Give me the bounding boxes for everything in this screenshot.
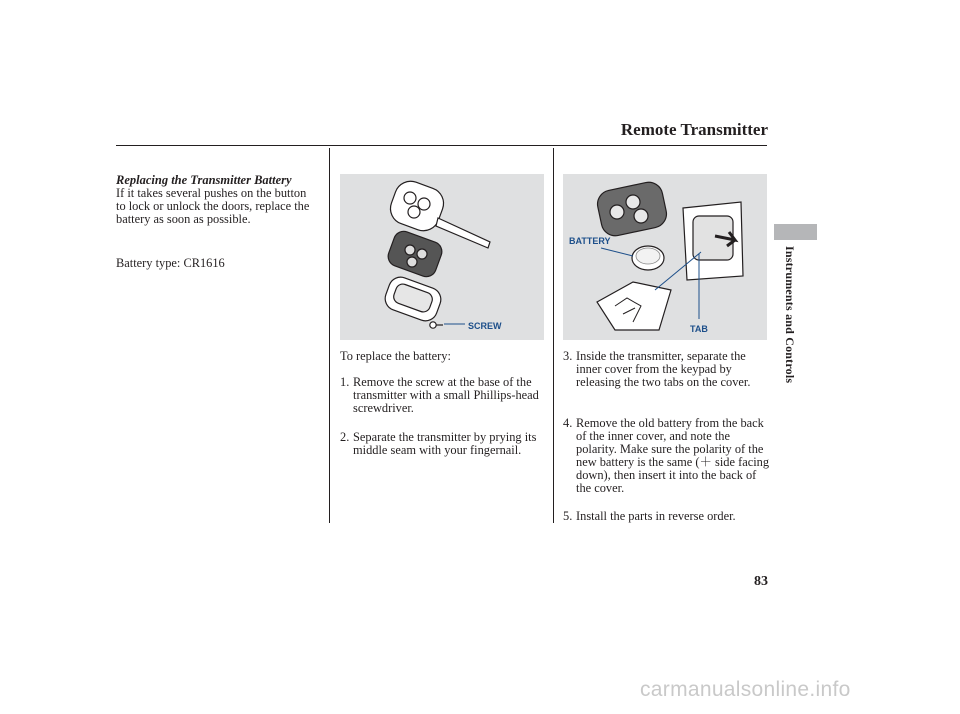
tab-callout: TAB	[690, 324, 708, 334]
step-number: 2.	[340, 430, 350, 444]
step-number: 1.	[340, 375, 350, 389]
sidebar-section-label	[783, 246, 797, 384]
sidebar-section-label-text: Instruments and Controls	[783, 246, 797, 384]
step-text: Remove the screw at the base of the transmitter with a small Phillips-head screwdriver.	[353, 375, 539, 415]
column-divider-right	[553, 148, 554, 523]
header-rule	[116, 145, 767, 146]
page-number: 83	[754, 574, 768, 589]
page-title: Remote Transmitter	[620, 120, 768, 139]
battery-callout: BATTERY	[569, 236, 611, 246]
intro-paragraph: If it takes several pushes on the button to lock or unlock the doors, replace the battery as soon as possible.	[116, 186, 310, 226]
step-text: Remove the old battery from the back of the inner cover, and note the polarity. Make sure the polarity of the new battery is the same (＋ side facing down), then insert it into the back of the cover.	[576, 416, 770, 495]
battery-type: Battery type: CR1616	[116, 256, 225, 270]
section-tab-marker	[774, 224, 817, 240]
procedure-intro: To replace the battery:	[340, 349, 451, 363]
column-divider-left	[329, 148, 330, 523]
step-text: Separate the transmitter by prying its middle seam with your fingernail.	[353, 430, 537, 457]
section-heading: Replacing the Transmitter Battery	[116, 173, 292, 187]
figure-battery-replacement	[563, 174, 767, 340]
figure-transmitter-exploded	[340, 174, 544, 340]
screw-callout: SCREW	[468, 321, 502, 331]
step-number: 5.	[563, 509, 573, 523]
step-text: Install the parts in reverse order.	[576, 509, 736, 523]
watermark: carmanualsonline.info	[640, 678, 851, 701]
step-text: Inside the transmitter, separate the inner cover from the keypad by releasing the two tabs on the cover.	[576, 349, 751, 389]
step-number: 3.	[563, 349, 573, 363]
step-number: 4.	[563, 416, 573, 430]
